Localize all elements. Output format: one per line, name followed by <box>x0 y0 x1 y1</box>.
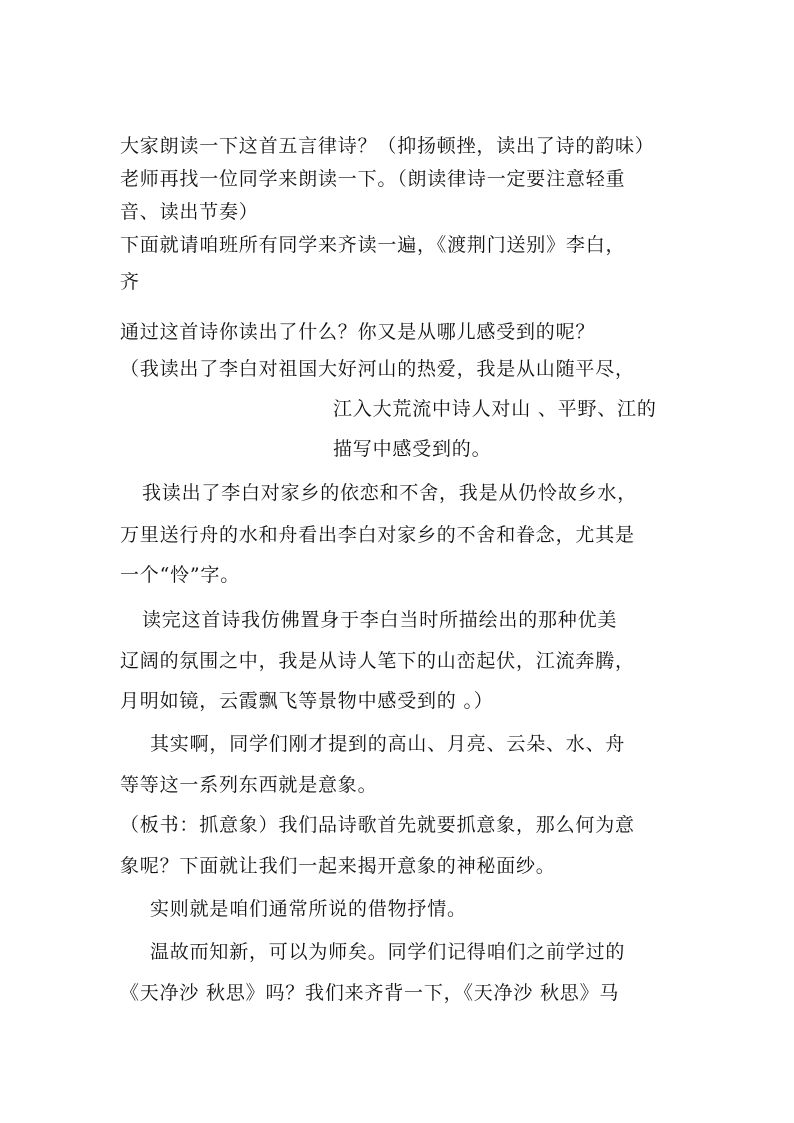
text-line-1: 大家朗读一下这首五言律诗？（抑扬顿挫，读出了诗的韵味） <box>120 135 655 157</box>
text-line-15: 月明如镜，云霞飘飞等景物中感受到的 。） <box>120 690 494 712</box>
text-line-18: （板书：抓意象）我们品诗歌首先就要抓意象，那么何为意 <box>120 814 635 836</box>
text-line-5: 齐 <box>120 271 140 293</box>
text-line-12: 一个“怜”字。 <box>120 564 241 586</box>
text-line-19: 象呢？下面就让我们一起来揭开意象的神秘面纱。 <box>120 855 556 877</box>
text-line-20: 实则就是咱们通常所说的借物抒情。 <box>150 898 467 920</box>
text-line-16: 其实啊，同学们刚才提到的高山、月亮、云朵、水、舟 <box>150 733 626 755</box>
text-line-9: 描写中感受到的。 <box>333 438 492 460</box>
text-line-21: 温故而知新，可以为师矣。同学们记得咱们之前学过的 <box>150 941 626 963</box>
text-line-22: 《天净沙 秋思》吗？我们来齐背一下，《天净沙 秋思》马 <box>120 982 620 1004</box>
text-line-13: 读完这首诗我仿佛置身于李白当时所描绘出的那种优美 <box>142 609 618 631</box>
text-line-11: 万里送行舟的水和舟看出李白对家乡的不舍和眷念，尤其是 <box>120 524 635 546</box>
text-line-17: 等等这一系列东西就是意象。 <box>120 774 378 796</box>
text-line-3: 音、读出节奏） <box>120 201 259 223</box>
text-line-7: （我读出了李白对祖国大好河山的热爱，我是从山随平尽， <box>120 358 635 380</box>
text-line-6: 通过这首诗你读出了什么？你又是从哪儿感受到的呢？ <box>120 321 596 343</box>
text-line-10: 我读出了李白对家乡的依恋和不舍，我是从仍怜故乡水， <box>142 482 638 504</box>
text-line-4: 下面就请咱班所有同学来齐读一遍，《渡荆门送别》李白， <box>120 234 626 256</box>
text-line-2: 老师再找一位同学来朗读一下。（朗读律诗一定要注意轻重 <box>120 168 626 190</box>
text-line-14: 辽阔的氛围之中，我是从诗人笔下的山峦起伏，江流奔腾， <box>120 650 635 672</box>
text-line-8: 江入大荒流中诗人对山 、平野、江的 <box>333 398 657 420</box>
